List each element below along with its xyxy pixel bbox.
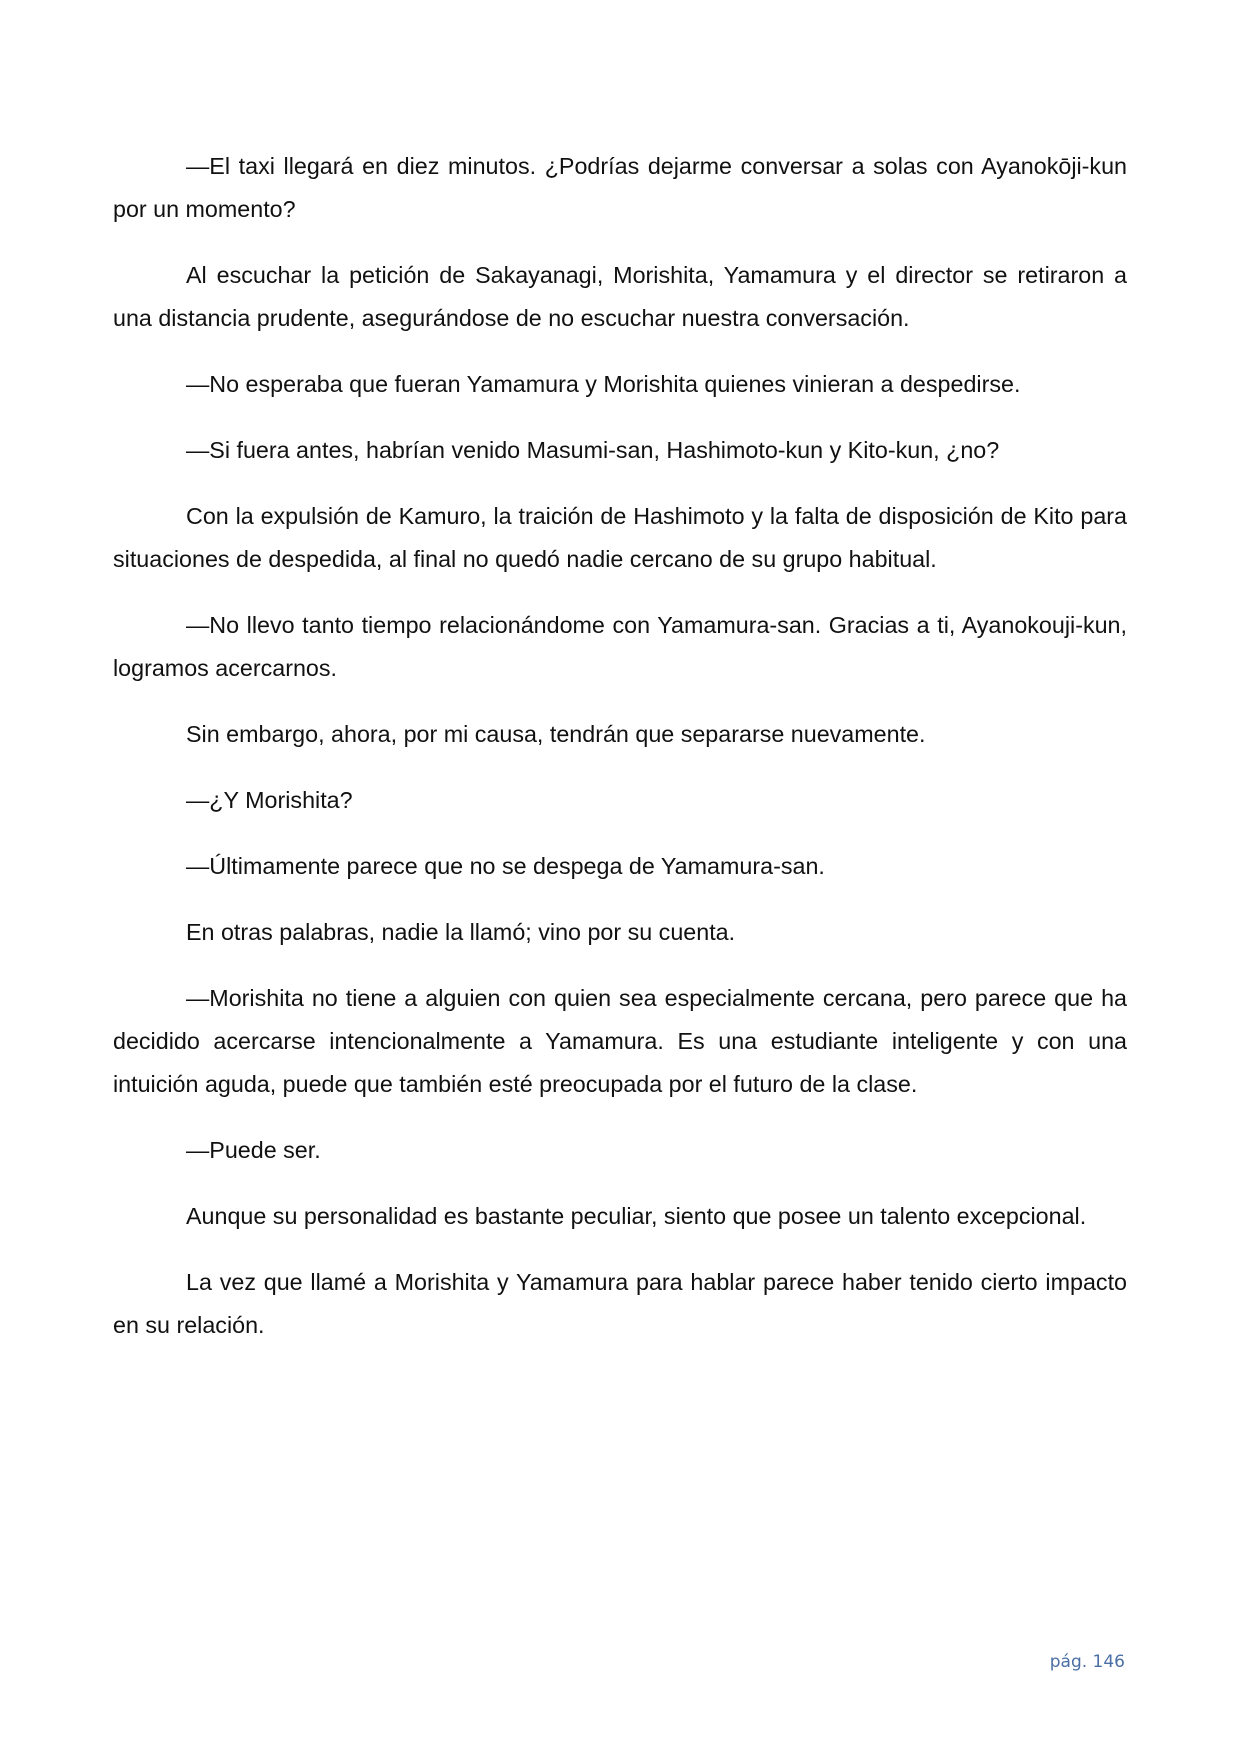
paragraph: Sin embargo, ahora, por mi causa, tendrán que separarse nuevamente. (186, 721, 926, 747)
paragraph: —Últimamente parece que no se despega de Yamamura-san. (186, 853, 825, 879)
paragraph: —Si fuera antes, habrían venido Masumi-san, Hashimoto-kun y Kito-kun, ¿no? (186, 437, 1000, 463)
paragraph: En otras palabras, nadie la llamó; vino por su cuenta. (186, 919, 736, 945)
paragraph: —El taxi llegará en diez minutos. ¿Podrías dejarme conversar a solas con Ayanokōji-kun por un momento? (113, 153, 1127, 222)
page-number: pág. 146 (1049, 1652, 1125, 1672)
paragraph: Con la expulsión de Kamuro, la traición de Hashimoto y la falta de disposición de Kito para situaciones de despedida, al final no quedó nadie cercano de su grupo habitual. (113, 503, 1127, 572)
paragraph: —¿Y Morishita? (186, 787, 353, 813)
paragraph: Aunque su personalidad es bastante peculiar, siento que posee un talento excepcional. (186, 1203, 1087, 1229)
body-text (113, 145, 1127, 1370)
paragraph: —Puede ser. (186, 1137, 321, 1163)
paragraph: —Morishita no tiene a alguien con quien sea especialmente cercana, pero parece que ha decidido acercarse intencionalmente a Yamamura. Es una estudiante inteligente y con una intuición aguda, puede que también esté preocupada por el futuro de la clase. (113, 985, 1127, 1097)
paragraph: —No esperaba que fueran Yamamura y Morishita quienes vinieran a despedirse. (186, 371, 1021, 397)
paragraph: Al escuchar la petición de Sakayanagi, Morishita, Yamamura y el director se retiraron a una distancia prudente, asegurándose de no escuchar nuestra conversación. (113, 262, 1127, 331)
paragraph: —No llevo tanto tiempo relacionándome con Yamamura-san. Gracias a ti, Ayanokouji-kun, logramos acercarnos. (113, 612, 1127, 681)
paragraph: La vez que llamé a Morishita y Yamamura para hablar parece haber tenido cierto impacto en su relación. (113, 1269, 1127, 1338)
